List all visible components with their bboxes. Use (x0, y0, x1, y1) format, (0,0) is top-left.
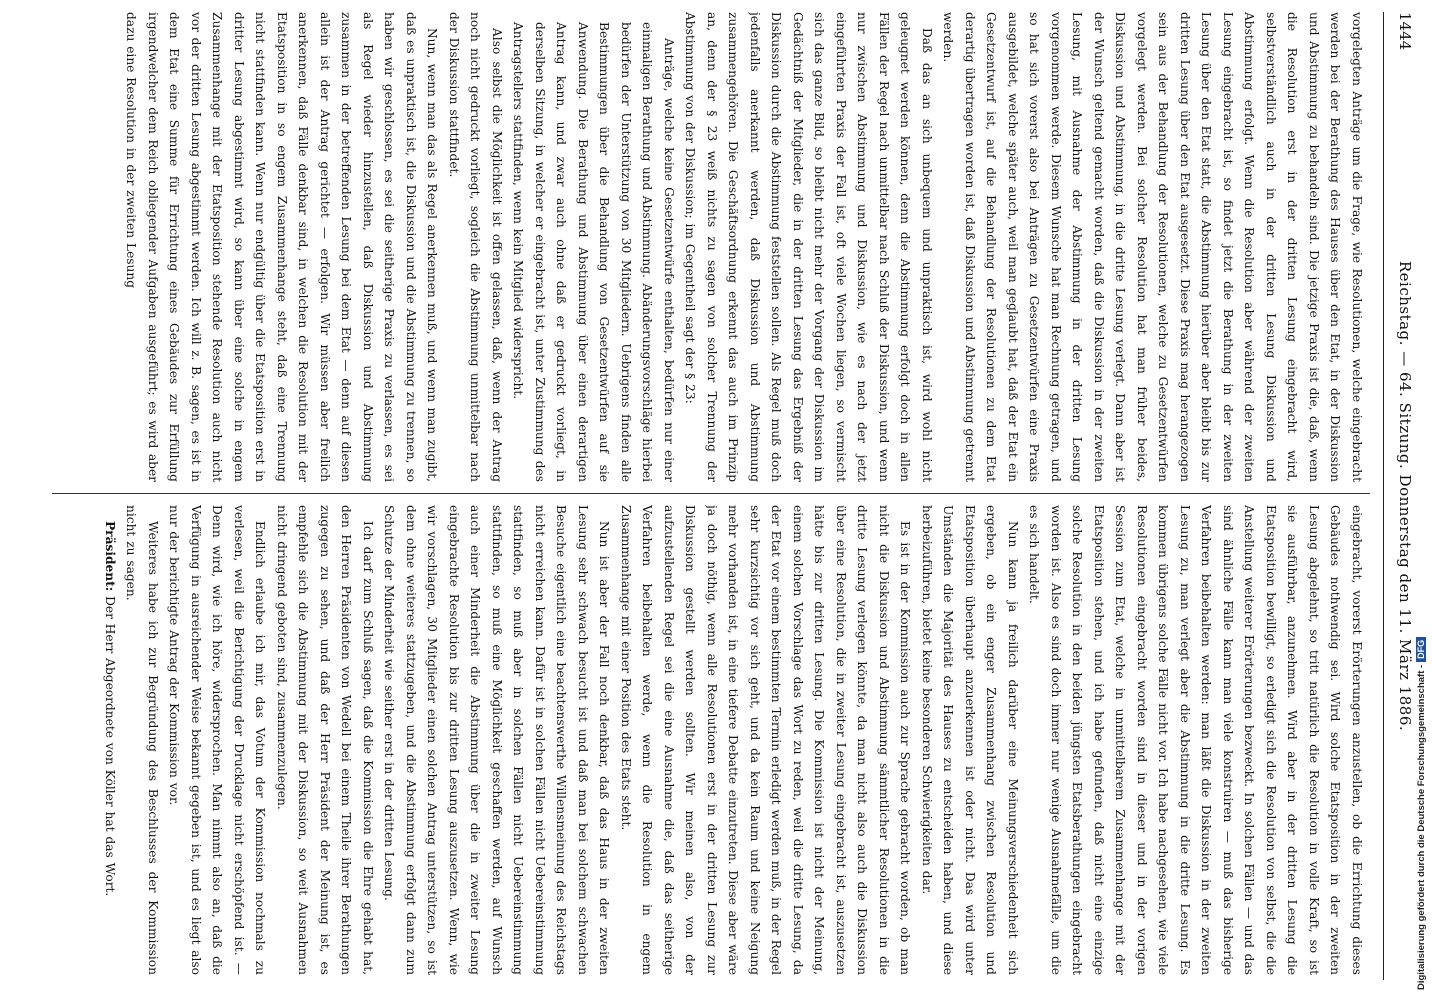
speaker-text: Der Herr Abgeordnete von Köller hat das Wort. (103, 596, 117, 897)
paragraph: Es ist in der Kommission auch zur Sprache gebracht worden, ob man nicht die Diskussion und Abstimmung sämmtlicher Resolutionen in die dritte Lesung verlegen könnte, da man nicht also auch die Diskussion über eine Resolution, die in zweiter Lesung eingebracht ist, auszusetzen hätte bis zur dritten Lesung. Die Kommission ist nicht der Meinung, einem solchen Vorschlage das Wort zu reden, weil die dritte Lesung, da der Etat vor einem bestimmten Termin erledigt werden muß, in der Regel sehr kurzsichtig vor sich geht, und da kein Raum und keine Neigung mehr vorhanden ist, in eine tiefere Debatte einzutreten. Diese aber wäre ja doch nöthig, wenn alle Resolutionen erst in der dritten Lesung zur Diskussion gestellt werden sollten. Wir meinen also, von der aufzustellenden Regel sei die eine Ausnahme die, daß das seitherige Verfahren beibehalten werde, wenn die Resolution in engem Zusammenhange mit einer Position des Etats steht. (619, 505, 913, 975)
speaker-label: Präsident: (103, 521, 117, 592)
digitization-credit (1416, 637, 1427, 990)
paragraph: Also selbst die Möglichkeit ist offen gelassen, daß, wenn der Antrag noch nicht gedruckt vorliegt, sogleich die Abstimmung unmittelbar nach der Diskussion stattfindet. (447, 12, 504, 482)
page-title: Reichstag. — 64. Sitzung. Donnerstag den 11. März 1886. (1396, 260, 1414, 732)
header-rule (1383, 12, 1384, 980)
paragraph: vorgelegten Anträge um die Frage, wie Resolutionen, welche eingebracht werden bei der Berathung des Hauses über den Etat, in der Diskussion und Abstimmung zu behandeln sind. Die jetzige Praxis ist die, daß, wenn die Resolution erst in der dritten Lesung eingebracht wird, selbstverständlich auch in der dritten Lesung Diskussion und Abstimmung erfolgt. Wenn die Resolution aber während der zweiten Lesung eingebracht ist, so findet jetzt die Berathung in der zweiten Lesung über den Etat statt, die Abstimmung hierüber aber bleibt bis zur dritten Lesung über den Etat ausgesetzt. Diese Praxis mag herangezogen sein aus der Behandlung der Resolutionen, welche zu Gesetzentwürfen vorgelegt werden. Bei solcher Resolution hat man früher beides, Diskussion und Abstimmung, in die dritte Lesung verlegt. Dann aber ist der Wunsch geltend gemacht worden, daß die Diskussion in der zweiten Lesung, mit Ausnahme der Abstimmung in der dritten Lesung vorgenommen werde. Diesem Wunsche hat man Rechnung getragen, und so hat sich vorerst also bei Anträgen zu Gesetzentwürfen eine Praxis ausgebildet, welche später auch, weil man geglaubt hat, daß der Etat ein Gesetzentwurf ist, auf die Behandlung der Resolutionen zu dem Etat derartig übertragen worden ist, daß Diskussion und Abstimmung getrennt werden. (941, 12, 1364, 482)
page-number: 1444 (1396, 12, 1414, 51)
paragraph: Endlich erlaube ich mir, das Votum der Kommission nochmals zu verlesen, weil die Berichtigung der Drucklage nicht erschöpfend ist. — Denn wird, wie ich höre, widersprochen. Man nimmt also an, daß die Verfügung in ausreichender Weise bekannt gegeben ist, und es liegt also nur der berichtigte Antrag der Kommission vor. (167, 505, 268, 975)
page-header (1388, 12, 1414, 980)
credit-text: Digitalisierung gefördert durch die Deutsche Forschungsgemeinschaft - (1416, 664, 1427, 990)
paragraph: Ich darf zum Schluß sagen, daß die Kommission die Ehre gehabt hat, den Herren Präsidenten von Wedell bei einem Theile ihrer Berathungen zugegen zu sehen, und daß der Herr Präsident der Meinung ist, es empfehle sich die Abstimmung mit der Diskussion, so weit Ausnahmen nicht dringend geboten sind, zusammenzulegen. (275, 505, 375, 975)
paragraph: Nun ist aber der Fall noch denkbar, daß das Haus in der zweiten Lesung sehr schwach besucht ist und daß man bei solchem schwachen Besuche eigentlich eine beachtenswerthe Willensmeinung des Reichstags nicht erreichen kann. Dafür ist in solchen Fällen nicht Uebereinstimmung stattfinden, so muß aber in solchen Fällen nicht Uebereinstimmung stattfinden, so muß eine Möglichkeit geschaffen werden, auf Wunsch auch einer Minderheit die Abstimmung über die in zweiter Lesung eingebrachte Resolution bis zur dritten Lesung auszusetzen. Wenn, wie wir vorschlagen, 30 Mitglieder einen solchen Antrag unterstützen, so ist dem ohne weiteres stattzugeben, und die Abstimmung erfolgt dann zum Schutze der Minderheit wie seither erst in der dritten Lesung. (382, 505, 612, 975)
paragraph: Nun, wenn man das als Regel anerkennen muß, und wenn man zugibt, daß es unpraktisch ist, die Diskussion und die Abstimmung zu trennen, so haben wir geschlossen, es sei die seitherige Praxis zu verlassen, es sei als Regel wieder hinzustellen, daß Diskussion und Abstimmung zusammen in der betreffenden Lesung bei dem Etat — denn auf diesen allein ist der Antrag gerichtet — erfolgen. Wir müssen aber freilich anerkennen, daß Fälle denkbar sind, in welchen die Resolution mit der Etatsposition in so engem Zusammenhange steht, daß eine Trennung nicht stattfinden kann. Wenn nur endgültig über die Etatsposition erst in dritter Lesung abgestimmt wird, so kann über eine solche in engem Zusammenhange mit der Etatsposition stehende Resolution auch nicht vor der dritten Lesung abgestimmt werden. Ich will z. B. sagen, es ist in dem Etat eine Summe für Errichtung eines Gebäudes zur Erfüllung irgendwelcher dem Reich obliegender Aufgaben ausgeführt; es wird aber dazu eine Resolution in der zweiten Lesung (124, 12, 440, 482)
text-column-right (7, 505, 1367, 975)
dfg-logo: DFG (1416, 637, 1426, 662)
column-divider (52, 493, 1370, 494)
text-column-left (7, 12, 1367, 482)
speaker-paragraph (99, 505, 121, 975)
paragraph: Weiteres habe ich zur Begründung des Beschlusses der Kommission nicht zu sagen. (124, 505, 160, 975)
paragraph: eingebracht, vorerst Erörterungen anzustellen, ob die Errichtung dieses Gebäudes nothwendig sei. Wird solche Etatsposition in der zweiten Lesung abgelehnt, so tritt natürlich die Resolution in volle Kraft, so ist sie ausführbar, anzunehmen. Wird aber in der dritten Lesung die Etatsposition bewilligt, so erledigt sich die Resolution von selbst, die die Anstellung weiterer Erörterungen bezweckt. In solchen Fällen — und das sind ähnliche Fälle kann man viele konstruiren — muß das bisherige Verfahren beibehalten werden: man läßt die Diskussion in der zweiten Lesung zu, man verlegt aber die Abstimmung in die dritte Lesung. Es kommen übrigens solche Fälle nicht vor. Ich habe nachgesehen, wie viele Resolutionen eingebracht worden sind in dieser und in der vorigen Session zum Etat, welche in unmittelbarem Zusammenhange mit der Etatsposition stehen, und ich habe gefunden, daß nicht eine einzige solche Resolution in den beiden jüngsten Etatsberathungen eingebracht worden ist. Also es sind doch immer nur wenige Ausnahmefälle, um die es sich handelt. (1027, 505, 1364, 975)
paragraph: Anträge, welche keine Gesetzentwürfe enthalten, bedürfen nur einer einmaligen Berathung und Abstimmung. Abänderungsvorschläge hierbei bedürfen der Unterstützung von 30 Mitgliedern. Uebrigens finden alle Bestimmungen über die Behandlung von Gesetzentwürfen auf sie Anwendung. Die Berathung und Abstimmung über einen derartigen Antrag kann, und zwar auch ohne daß er gedruckt vorliegt, in derselben Sitzung, in welcher er eingebracht ist, unter Zustimmung des Antragstellers stattfinden, wenn kein Mitglied widerspricht. (511, 22, 676, 482)
paragraph: Daß das an sich unbequem und unpraktisch ist, wird wohl nicht geleugnet werden können, denn die Abstimmung erfolgt doch in allen Fällen der Regel nach unmittelbar nach Schluß der Diskussion, und wenn nur zwischen Abstimmung und Diskussion, wie es nach der jetzt eingeführten Praxis der Fall ist, oft viele Wochen liegen, so vermischt sich das ganze Bild, so bleibt nicht mehr der Vorgang der Diskussion im Gedächtniß der Mitglieder, die in der dritten Lesung das Ergebniß der Diskussion durch die Abstimmung feststellen sollen. Als Regel muß doch jedenfalls anerkannt werden, daß Diskussion und Abstimmung zusammengehören. Die Geschäftsordnung erkennt das auch im Prinzip an, denn der § 23 weiß nichts zu sagen von solcher Trennung der Abstimmung von der Diskussion; im Gegentheil sagt der § 23: (683, 12, 934, 482)
paragraph: Nun kann ja freilich darüber eine Meinungsverschiedenheit sich ergeben, ob ein enger Zusammenhang zwischen Resolution und Etatsposition überhaupt anzuerkennen ist oder nicht. Das wird unter Umständen die Majorität des Hauses zu entscheiden haben, und diese herbeizuführen, bietet keine besonderen Schwierigkeiten dar. (920, 505, 1020, 975)
